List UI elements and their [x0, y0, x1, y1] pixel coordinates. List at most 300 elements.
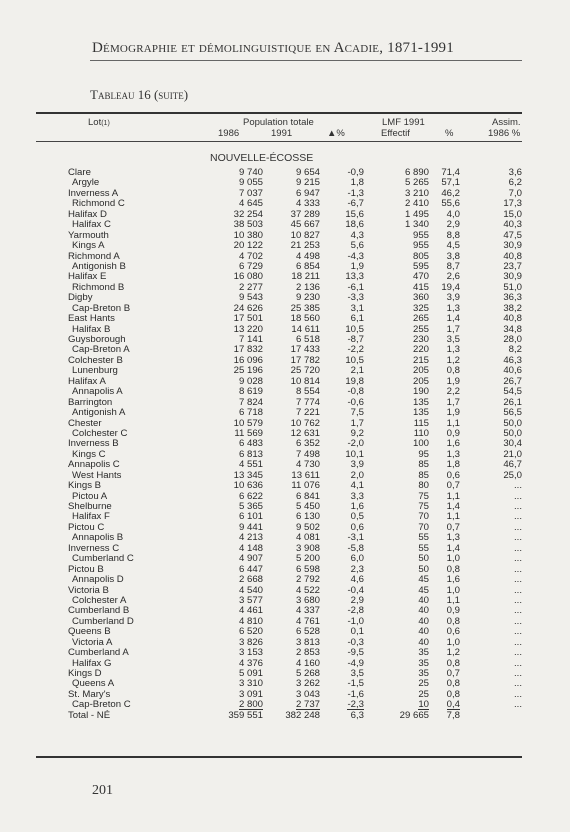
cell-pop-1991: 3 262: [295, 678, 320, 690]
cell-pop-1991: 4 730: [295, 459, 320, 471]
cell-lot: Barrington: [68, 396, 113, 408]
cell-pop-1991: 4 081: [295, 532, 320, 544]
cell-delta-pct: 2,0: [350, 469, 364, 481]
cell-assim: ...: [514, 511, 522, 523]
cell-delta-pct: 2,9: [350, 594, 364, 606]
cell-delta-pct: -4,3: [347, 250, 364, 262]
cell-lot: Colchester A: [72, 594, 127, 606]
cell-pop-1986: 3 310: [238, 678, 263, 690]
cell-lmf-effectif: 85: [418, 459, 429, 471]
cell-delta-pct: -2,8: [347, 605, 364, 617]
table-caption: Tableau 16 (suite): [90, 87, 189, 102]
total-cell-lmf-effectif: 29 665: [399, 709, 429, 721]
cell-lmf-pct: 4,5: [446, 240, 460, 252]
cell-pop-1991: 9 654: [295, 167, 320, 178]
cell-delta-pct: -1,6: [347, 688, 364, 700]
cell-lmf-effectif: 35: [418, 668, 429, 679]
cell-lmf-pct: 1,6: [446, 574, 460, 586]
cell-lot: Cap-Breton A: [72, 344, 130, 356]
col-effectif-header: Effectif: [381, 128, 410, 139]
cell-lmf-effectif: 110: [413, 427, 429, 439]
cell-lmf-effectif: 6 890: [404, 167, 429, 178]
cell-pop-1991: 7 774: [295, 396, 320, 408]
cell-lmf-pct: 1,4: [446, 313, 460, 325]
cell-lmf-pct: 0,7: [446, 668, 460, 679]
cell-lmf-pct: 1,3: [446, 302, 460, 314]
cell-lot: Pictou B: [68, 563, 104, 575]
cell-assim: ...: [514, 480, 522, 492]
total-cell-delta-pct: 6,3: [350, 709, 364, 721]
cell-delta-pct: 5,6: [350, 240, 364, 252]
cell-delta-pct: -8,7: [347, 334, 364, 345]
cell-lmf-effectif: 3 210: [404, 187, 429, 199]
cell-assim: ...: [514, 574, 522, 586]
cell-pop-1991: 4 498: [295, 250, 320, 262]
cell-pop-1991: 3 908: [295, 542, 320, 554]
cell-pop-1991: 25 720: [290, 365, 320, 377]
cell-pop-1991: 4 761: [295, 615, 320, 627]
cell-lmf-pct: 1,0: [446, 553, 460, 565]
cell-assim: 26,7: [503, 375, 522, 387]
cell-assim: ...: [514, 584, 522, 596]
total-cell-pop-1986: 359 551: [228, 709, 263, 721]
cell-lmf-effectif: 115: [413, 417, 429, 429]
cell-assim: ...: [514, 657, 522, 669]
cell-lot: Colchester C: [72, 427, 128, 439]
cell-lot: Guysborough: [68, 334, 126, 345]
cell-lmf-effectif: 50: [418, 553, 429, 565]
cell-pop-1986: 10 636: [233, 480, 263, 492]
cell-lmf-pct: 0,6: [446, 469, 460, 481]
cell-lot: Kings B: [68, 480, 102, 492]
cell-lot: Victoria B: [68, 584, 109, 596]
cell-pop-1991: 7 498: [295, 448, 320, 460]
table-top-rule: [36, 112, 522, 114]
cell-lmf-pct: 0,7: [446, 521, 460, 533]
cell-pop-1986: 4 461: [238, 605, 263, 617]
cell-lot: Kings C: [72, 448, 106, 460]
cell-pop-1986: 17 501: [233, 313, 263, 325]
cell-lmf-pct: 1,9: [446, 375, 460, 387]
cell-pop-1986: 24 626: [233, 302, 263, 314]
cell-lmf-pct: 1,9: [446, 407, 460, 419]
cell-delta-pct: -9,5: [347, 647, 364, 659]
cell-lot: Inverness A: [68, 187, 119, 199]
cell-pop-1991: 4 333: [295, 198, 320, 210]
cell-lmf-effectif: 75: [418, 501, 429, 512]
cell-lmf-pct: 1,4: [446, 542, 460, 554]
cell-assim: 46,7: [503, 459, 522, 471]
cell-assim: ...: [514, 688, 522, 700]
cell-assim: ...: [514, 636, 522, 648]
cell-lmf-effectif: 255: [412, 323, 429, 335]
cell-lmf-effectif: 40: [418, 605, 429, 617]
cell-lmf-effectif: 40: [418, 636, 429, 648]
cell-lot: Annapolis B: [72, 532, 124, 544]
cell-pop-1991: 6 528: [295, 626, 320, 638]
cell-lmf-effectif: 45: [418, 584, 429, 596]
cell-lot: Cap-Breton C: [72, 699, 131, 711]
cell-lmf-pct: 1,7: [446, 396, 460, 408]
cell-lmf-effectif: 40: [418, 626, 429, 638]
cell-lmf-pct: 1,1: [446, 511, 460, 523]
cell-delta-pct: 10,1: [345, 448, 364, 460]
cell-lmf-pct: 0,8: [446, 657, 460, 669]
cell-lmf-effectif: 470: [412, 271, 429, 283]
cell-assim: 15,0: [503, 208, 522, 220]
cell-assim: 40,8: [503, 250, 522, 262]
cell-pop-1986: 2 800: [238, 699, 263, 711]
cell-pop-1991: 3 043: [295, 688, 320, 700]
cell-delta-pct: 3,5: [350, 668, 364, 679]
cell-lmf-pct: 1,6: [446, 438, 460, 450]
cell-lmf-pct: 71,4: [441, 167, 460, 178]
cell-lmf-pct: 1,2: [446, 354, 460, 366]
cell-delta-pct: 10,5: [345, 354, 364, 366]
running-header: Démographie et démolinguistique en Acadie, 1871-1991: [92, 40, 454, 56]
cell-lmf-pct: 2,6: [446, 271, 460, 283]
cell-assim: 40,3: [503, 219, 522, 231]
cell-lmf-pct: 1,1: [446, 417, 460, 429]
cell-lmf-pct: 1,1: [446, 490, 460, 502]
cell-pop-1991: 2 792: [295, 574, 320, 586]
cell-lmf-effectif: 955: [412, 229, 429, 241]
cell-lot: Richmond C: [72, 198, 125, 210]
table-row: [0, 575, 570, 585]
cell-assim: 28,0: [503, 334, 522, 345]
cell-lmf-effectif: 135: [412, 407, 429, 419]
cell-delta-pct: 1,6: [350, 501, 364, 512]
cell-assim: 34,8: [503, 323, 522, 335]
cell-lot: Clare: [68, 167, 91, 178]
cell-lmf-effectif: 5 265: [404, 177, 429, 189]
cell-lmf-effectif: 205: [412, 365, 429, 377]
cell-delta-pct: 2,1: [350, 365, 364, 377]
col-1991-header: 1991: [271, 128, 293, 139]
cell-assim: ...: [514, 521, 522, 533]
total-cell-lot: Total - NÉ: [68, 709, 111, 721]
cell-pop-1991: 9 502: [295, 521, 320, 533]
cell-lmf-effectif: 955: [412, 240, 429, 252]
cell-lot: Antigonish A: [72, 407, 126, 419]
cell-lot: Richmond B: [72, 281, 125, 293]
cell-delta-pct: 0,6: [350, 521, 364, 533]
cell-pop-1986: 9 543: [238, 292, 263, 304]
cell-lmf-effectif: 205: [412, 375, 429, 387]
cell-delta-pct: 9,2: [350, 427, 364, 439]
cell-lmf-effectif: 220: [412, 344, 429, 356]
cell-lmf-pct: 0,4: [446, 699, 460, 711]
page-number: 201: [92, 783, 113, 798]
cell-pop-1991: 6 841: [295, 490, 320, 502]
cell-delta-pct: 1,7: [350, 417, 364, 429]
cell-assim: 25,0: [503, 469, 522, 481]
cell-lmf-effectif: 80: [418, 480, 429, 492]
cell-pop-1986: 9 441: [238, 521, 263, 533]
cell-lmf-effectif: 1 340: [404, 219, 429, 231]
cell-assim: ...: [514, 605, 522, 617]
cell-lmf-effectif: 45: [418, 574, 429, 586]
cell-lot: Annapolis D: [72, 574, 124, 586]
total-cell-pop-1991: 382 248: [285, 709, 320, 721]
cell-lmf-effectif: 75: [418, 490, 429, 502]
cell-lmf-effectif: 70: [418, 511, 429, 523]
cell-pop-1991: 10 827: [290, 229, 320, 241]
cell-pop-1986: 7 824: [238, 396, 263, 408]
cell-lmf-pct: 4,0: [446, 208, 460, 220]
table-row: [0, 408, 570, 418]
cell-pop-1986: 7 037: [238, 187, 263, 199]
cell-lmf-effectif: 50: [418, 563, 429, 575]
cell-pop-1986: 9 740: [238, 167, 263, 178]
table-body: [0, 168, 570, 721]
cell-pop-1991: 5 200: [295, 553, 320, 565]
cell-delta-pct: 2,3: [350, 563, 364, 575]
cell-pop-1986: 25 196: [233, 365, 263, 377]
cell-pop-1991: 9 215: [295, 177, 320, 189]
cell-lmf-effectif: 805: [412, 250, 429, 262]
cell-pop-1991: 2 136: [295, 281, 320, 293]
table-total-row: [0, 711, 570, 721]
col-lot-header: [88, 117, 110, 128]
cell-pop-1991: 6 854: [295, 260, 320, 272]
cell-delta-pct: 10,5: [345, 323, 364, 335]
cell-lmf-effectif: 215: [412, 354, 429, 366]
table-row: [0, 481, 570, 491]
cell-lot: Lunenburg: [72, 365, 118, 377]
cell-delta-pct: -0,6: [347, 396, 364, 408]
header-bottom-rule: [36, 141, 522, 142]
cell-lmf-pct: 1,2: [446, 647, 460, 659]
cell-lot: Halifax F: [72, 511, 110, 523]
cell-lmf-pct: 0,8: [446, 615, 460, 627]
cell-pop-1986: 4 645: [238, 198, 263, 210]
cell-lmf-pct: 0,9: [446, 605, 460, 617]
cell-assim: 3,6: [508, 167, 522, 178]
col-lot-note: (1): [101, 120, 110, 127]
cell-assim: ...: [514, 553, 522, 565]
cell-pop-1991: 5 450: [295, 501, 320, 512]
cell-delta-pct: -0,8: [347, 386, 364, 398]
cell-lot: Halifax B: [72, 323, 111, 335]
cell-assim: 46,3: [503, 354, 522, 366]
cell-delta-pct: -1,0: [347, 615, 364, 627]
cell-lmf-effectif: 190: [412, 386, 429, 398]
cell-delta-pct: 3,3: [350, 490, 364, 502]
cell-pop-1986: 3 091: [238, 688, 263, 700]
cell-pop-1991: 4 160: [295, 657, 320, 669]
cell-lot: Colchester B: [68, 354, 123, 366]
cell-assim: 23,7: [503, 260, 522, 272]
cell-delta-pct: -2,2: [347, 344, 364, 356]
cell-lot: Antigonish B: [72, 260, 126, 272]
cell-delta-pct: 15,6: [345, 208, 364, 220]
cell-pop-1986: 2 668: [238, 574, 263, 586]
cell-pop-1991: 25 385: [290, 302, 320, 314]
cell-lot: Cumberland D: [72, 615, 134, 627]
cell-pop-1986: 10 579: [233, 417, 263, 429]
cell-lmf-pct: 0,8: [446, 678, 460, 690]
cell-pop-1986: 6 813: [238, 448, 263, 460]
cell-pop-1991: 4 337: [295, 605, 320, 617]
cell-pop-1986: 20 122: [233, 240, 263, 252]
cell-delta-pct: 0,5: [350, 511, 364, 523]
cell-lmf-pct: 0,7: [446, 480, 460, 492]
cell-lot: Argyle: [72, 177, 100, 189]
cell-lmf-effectif: 415: [412, 281, 429, 293]
cell-assim: ...: [514, 594, 522, 606]
cell-assim: 6,2: [508, 177, 522, 189]
cell-pop-1986: 6 718: [238, 407, 263, 419]
cell-lot: Pictou C: [68, 521, 105, 533]
cell-pop-1986: 4 551: [238, 459, 263, 471]
cell-lmf-pct: 0,6: [446, 626, 460, 638]
cell-delta-pct: 13,3: [345, 271, 364, 283]
cell-lot: West Hants: [72, 469, 122, 481]
cell-lot: Richmond A: [68, 250, 120, 262]
cell-pop-1986: 16 080: [233, 271, 263, 283]
cell-assim: 38,2: [503, 302, 522, 314]
cell-lot: East Hants: [68, 313, 115, 325]
cell-lmf-pct: 55,6: [441, 198, 460, 210]
cell-pop-1986: 32 254: [233, 208, 263, 220]
cell-pop-1991: 6 947: [295, 187, 320, 199]
cell-delta-pct: 19,8: [345, 375, 364, 387]
cell-lmf-effectif: 595: [412, 260, 429, 272]
cell-pop-1991: 5 268: [295, 668, 320, 679]
cell-lot: Inverness C: [68, 542, 120, 554]
cell-pop-1991: 7 221: [295, 407, 320, 419]
cell-assim: ...: [514, 563, 522, 575]
cell-pop-1986: 5 091: [238, 668, 263, 679]
cell-delta-pct: 4,1: [350, 480, 364, 492]
cell-assim: 40,8: [503, 313, 522, 325]
cell-delta-pct: 6,1: [350, 313, 364, 325]
cell-delta-pct: -0,9: [347, 167, 364, 178]
cell-lot: Cumberland B: [68, 605, 130, 617]
cell-assim: 30,4: [503, 438, 522, 450]
cell-pop-1986: 6 447: [238, 563, 263, 575]
col-lmf-header: LMF 1991: [382, 117, 425, 128]
cell-delta-pct: -6,1: [347, 281, 364, 293]
cell-lmf-effectif: 70: [418, 521, 429, 533]
cell-lmf-effectif: 2 410: [404, 198, 429, 210]
col-population-header: Population totale: [243, 117, 314, 128]
cell-lmf-pct: 46,2: [441, 187, 460, 199]
cell-lmf-effectif: 10: [418, 699, 429, 711]
cell-assim: 30,9: [503, 240, 522, 252]
cell-pop-1991: 6 598: [295, 563, 320, 575]
cell-delta-pct: 0,1: [350, 626, 364, 638]
table-bottom-rule: [36, 756, 522, 758]
cell-assim: ...: [514, 501, 522, 512]
cell-lmf-pct: 0,8: [446, 365, 460, 377]
cell-assim: ...: [514, 626, 522, 638]
cell-pop-1986: 4 540: [238, 584, 263, 596]
cell-pop-1986: 17 832: [233, 344, 263, 356]
cell-pop-1991: 8 554: [295, 386, 320, 398]
cell-lot: Inverness B: [68, 438, 119, 450]
cell-lot: Digby: [68, 292, 93, 304]
cell-pop-1986: 38 503: [233, 219, 263, 231]
cell-assim: 26,1: [503, 396, 522, 408]
cell-lmf-effectif: 95: [418, 448, 429, 460]
cell-delta-pct: 18,6: [345, 219, 364, 231]
cell-lmf-pct: 1,1: [446, 594, 460, 606]
cell-pop-1986: 6 101: [238, 511, 263, 523]
cell-pop-1986: 6 622: [238, 490, 263, 502]
cell-lmf-pct: 0,8: [446, 688, 460, 700]
cell-lmf-effectif: 135: [412, 396, 429, 408]
cell-lmf-effectif: 35: [418, 657, 429, 669]
cell-delta-pct: 3,1: [350, 302, 364, 314]
col-1986-header: 1986: [218, 128, 240, 139]
cell-pop-1986: 4 213: [238, 532, 263, 544]
cell-lmf-pct: 19,4: [441, 281, 460, 293]
cell-pop-1991: 17 433: [290, 344, 320, 356]
cell-lot: Chester: [68, 417, 102, 429]
cell-pop-1991: 21 253: [290, 240, 320, 252]
cell-delta-pct: -4,9: [347, 657, 364, 669]
cell-pop-1991: 13 611: [291, 469, 320, 481]
cell-pop-1986: 3 153: [238, 647, 263, 659]
cell-pop-1991: 11 076: [291, 480, 320, 492]
cell-lmf-pct: 0,8: [446, 563, 460, 575]
cell-assim: 56,5: [503, 407, 522, 419]
cell-lmf-effectif: 360: [412, 292, 429, 304]
cell-pop-1991: 10 814: [290, 375, 320, 387]
cell-pop-1991: 2 737: [295, 699, 320, 711]
cell-delta-pct: 6,0: [350, 553, 364, 565]
cell-pop-1986: 9 028: [238, 375, 263, 387]
cell-lmf-effectif: 25: [418, 688, 429, 700]
cell-delta-pct: -5,8: [347, 542, 364, 554]
cell-assim: ...: [514, 668, 522, 679]
cell-pop-1986: 5 365: [238, 501, 263, 512]
cell-pop-1991: 6 352: [295, 438, 320, 450]
cell-lmf-pct: 8,8: [446, 229, 460, 241]
cell-lmf-pct: 2,9: [446, 219, 460, 231]
cell-lot: Shelburne: [68, 501, 112, 512]
cell-delta-pct: -1,3: [347, 187, 364, 199]
cell-assim: 30,9: [503, 271, 522, 283]
cell-assim: 17,3: [503, 198, 522, 210]
cell-assim: 36,3: [503, 292, 522, 304]
cell-pop-1986: 4 702: [238, 250, 263, 262]
cell-lmf-effectif: 1 495: [404, 208, 429, 220]
cell-lot: Victoria A: [72, 636, 113, 648]
cell-assim: 50,0: [503, 427, 522, 439]
cell-assim: ...: [514, 490, 522, 502]
col-lmf-pct-header: %: [445, 128, 454, 139]
cell-lmf-pct: 0,9: [446, 427, 460, 439]
cell-assim: 50,0: [503, 417, 522, 429]
cell-pop-1991: 18 560: [290, 313, 320, 325]
cell-pop-1986: 13 345: [233, 469, 263, 481]
cell-pop-1986: 10 380: [233, 229, 263, 241]
cell-lmf-effectif: 325: [412, 302, 429, 314]
cell-lot: Annapolis C: [68, 459, 120, 471]
cell-pop-1991: 37 289: [290, 208, 320, 220]
cell-assim: ...: [514, 699, 522, 711]
cell-assim: 47,5: [503, 229, 522, 241]
cell-lmf-pct: 1,7: [446, 323, 460, 335]
cell-lmf-pct: 2,2: [446, 386, 460, 398]
cell-delta-pct: -1,5: [347, 678, 364, 690]
cell-pop-1991: 45 667: [290, 219, 320, 231]
cell-pop-1991: 9 230: [295, 292, 320, 304]
cell-pop-1991: 14 611: [291, 323, 320, 335]
